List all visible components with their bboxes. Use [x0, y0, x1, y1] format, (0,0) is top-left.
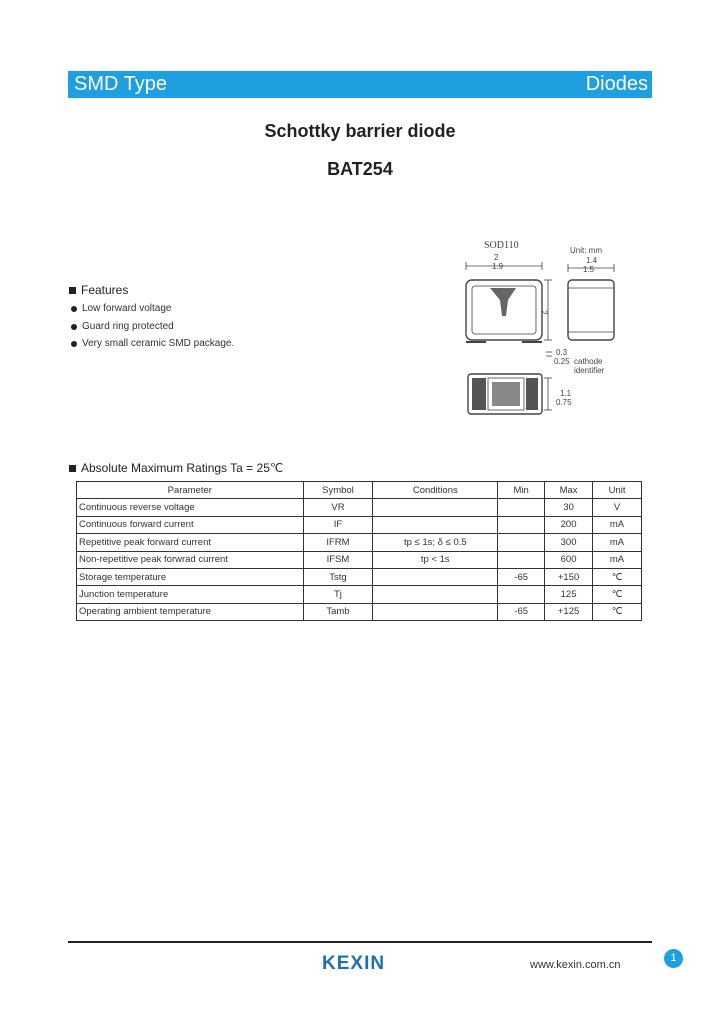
dim-label: 1.1 — [560, 389, 572, 398]
table-cell — [498, 551, 545, 568]
dim-label: 1.5 — [583, 265, 595, 274]
bullet-icon — [71, 341, 77, 347]
table-cell — [373, 568, 498, 585]
table-cell: mA — [593, 516, 642, 533]
table-cell: IF — [303, 516, 373, 533]
table-cell — [498, 516, 545, 533]
table-cell: Junction temperature — [77, 586, 304, 603]
package-name: SOD110 — [484, 240, 519, 251]
table-cell: 125 — [545, 586, 593, 603]
table-cell: -65 — [498, 568, 545, 585]
package-drawing — [456, 238, 616, 418]
bullet-icon — [71, 324, 77, 330]
feature-text: Very small ceramic SMD package. — [82, 338, 235, 349]
feature-text: Guard ring protected — [82, 321, 174, 332]
table-cell — [498, 499, 545, 516]
table-cell — [498, 586, 545, 603]
table-cell: Continuous forward current — [77, 516, 304, 533]
header-bar — [68, 71, 652, 98]
table-cell: tp < 1s — [373, 551, 498, 568]
unit-label: Unit: mm — [570, 246, 602, 255]
package-outline-icon — [456, 238, 616, 418]
part-number: BAT254 — [327, 159, 393, 179]
column-header: Unit — [593, 482, 642, 499]
features-heading-label: Features — [81, 283, 129, 297]
document-title: Schottky barrier diode — [264, 121, 456, 141]
table-row — [77, 516, 642, 533]
feature-item — [71, 321, 174, 332]
table-cell: V — [593, 499, 642, 516]
column-header: Conditions — [373, 482, 498, 499]
column-header: Parameter — [77, 482, 304, 499]
dim-label: 2 — [539, 310, 549, 315]
ratings-heading-label: Absolute Maximum Ratings Ta = 25℃ — [81, 461, 284, 475]
footer-url: www.kexin.com.cn — [530, 959, 621, 971]
dim-label: 1.4 — [586, 256, 598, 265]
table-cell: Non-repetitive peak forwrad current — [77, 551, 304, 568]
table-cell — [373, 603, 498, 620]
table-cell: +125 — [545, 603, 593, 620]
dim-label: 0.3 — [556, 348, 568, 357]
column-header: Max — [545, 482, 593, 499]
table-cell: Storage temperature — [77, 568, 304, 585]
table-row — [77, 534, 642, 551]
features-heading — [69, 283, 128, 297]
column-header: Symbol — [303, 482, 373, 499]
table-cell: 600 — [545, 551, 593, 568]
table-cell: ℃ — [593, 603, 642, 620]
table-cell — [373, 499, 498, 516]
table-cell — [373, 516, 498, 533]
footer-divider — [68, 941, 652, 943]
table-row — [77, 586, 642, 603]
table-cell: mA — [593, 551, 642, 568]
table-cell: Repetitive peak forward current — [77, 534, 304, 551]
dim-label: 0.25 — [554, 357, 570, 366]
square-bullet-icon — [69, 465, 76, 472]
table-row — [77, 603, 642, 620]
table-header-row — [77, 482, 642, 499]
table-cell: IFRM — [303, 534, 373, 551]
column-header: Min — [498, 482, 545, 499]
table-cell: 200 — [545, 516, 593, 533]
feature-text: Low forward voltage — [82, 303, 172, 314]
table-cell: tp ≤ 1s; δ ≤ 0.5 — [373, 534, 498, 551]
dim-label: 2 — [494, 253, 499, 262]
feature-item — [71, 303, 172, 314]
header-right-label: Diodes — [585, 73, 648, 95]
table-cell: IFSM — [303, 551, 373, 568]
dim-label: 0.75 — [556, 398, 572, 407]
feature-item — [71, 338, 234, 349]
table-cell: +150 — [545, 568, 593, 585]
table-cell: 300 — [545, 534, 593, 551]
table-cell: VR — [303, 499, 373, 516]
table-cell: 30 — [545, 499, 593, 516]
table-cell: Continuous reverse voltage — [77, 499, 304, 516]
cathode-label: cathode — [574, 357, 603, 366]
kexin-logo: KEXIN — [322, 953, 386, 974]
table-row — [77, 499, 642, 516]
bullet-icon — [71, 306, 77, 312]
table-cell: Tj — [303, 586, 373, 603]
table-row — [77, 568, 642, 585]
dim-label: 1.9 — [492, 262, 504, 271]
table-row — [77, 551, 642, 568]
square-bullet-icon — [69, 287, 76, 294]
ratings-table — [76, 481, 642, 621]
table-cell: Operating ambient temperature — [77, 603, 304, 620]
table-cell: Tstg — [303, 568, 373, 585]
identifier-label: identifier — [574, 366, 605, 375]
table-cell — [498, 534, 545, 551]
header-left-label: SMD Type — [74, 73, 167, 95]
page-number-badge: 1 — [664, 949, 683, 968]
table-cell — [373, 586, 498, 603]
table-cell: mA — [593, 534, 642, 551]
table-cell: Tamb — [303, 603, 373, 620]
table-cell: ℃ — [593, 568, 642, 585]
table-cell: -65 — [498, 603, 545, 620]
ratings-heading — [69, 461, 283, 475]
table-cell: ℃ — [593, 586, 642, 603]
